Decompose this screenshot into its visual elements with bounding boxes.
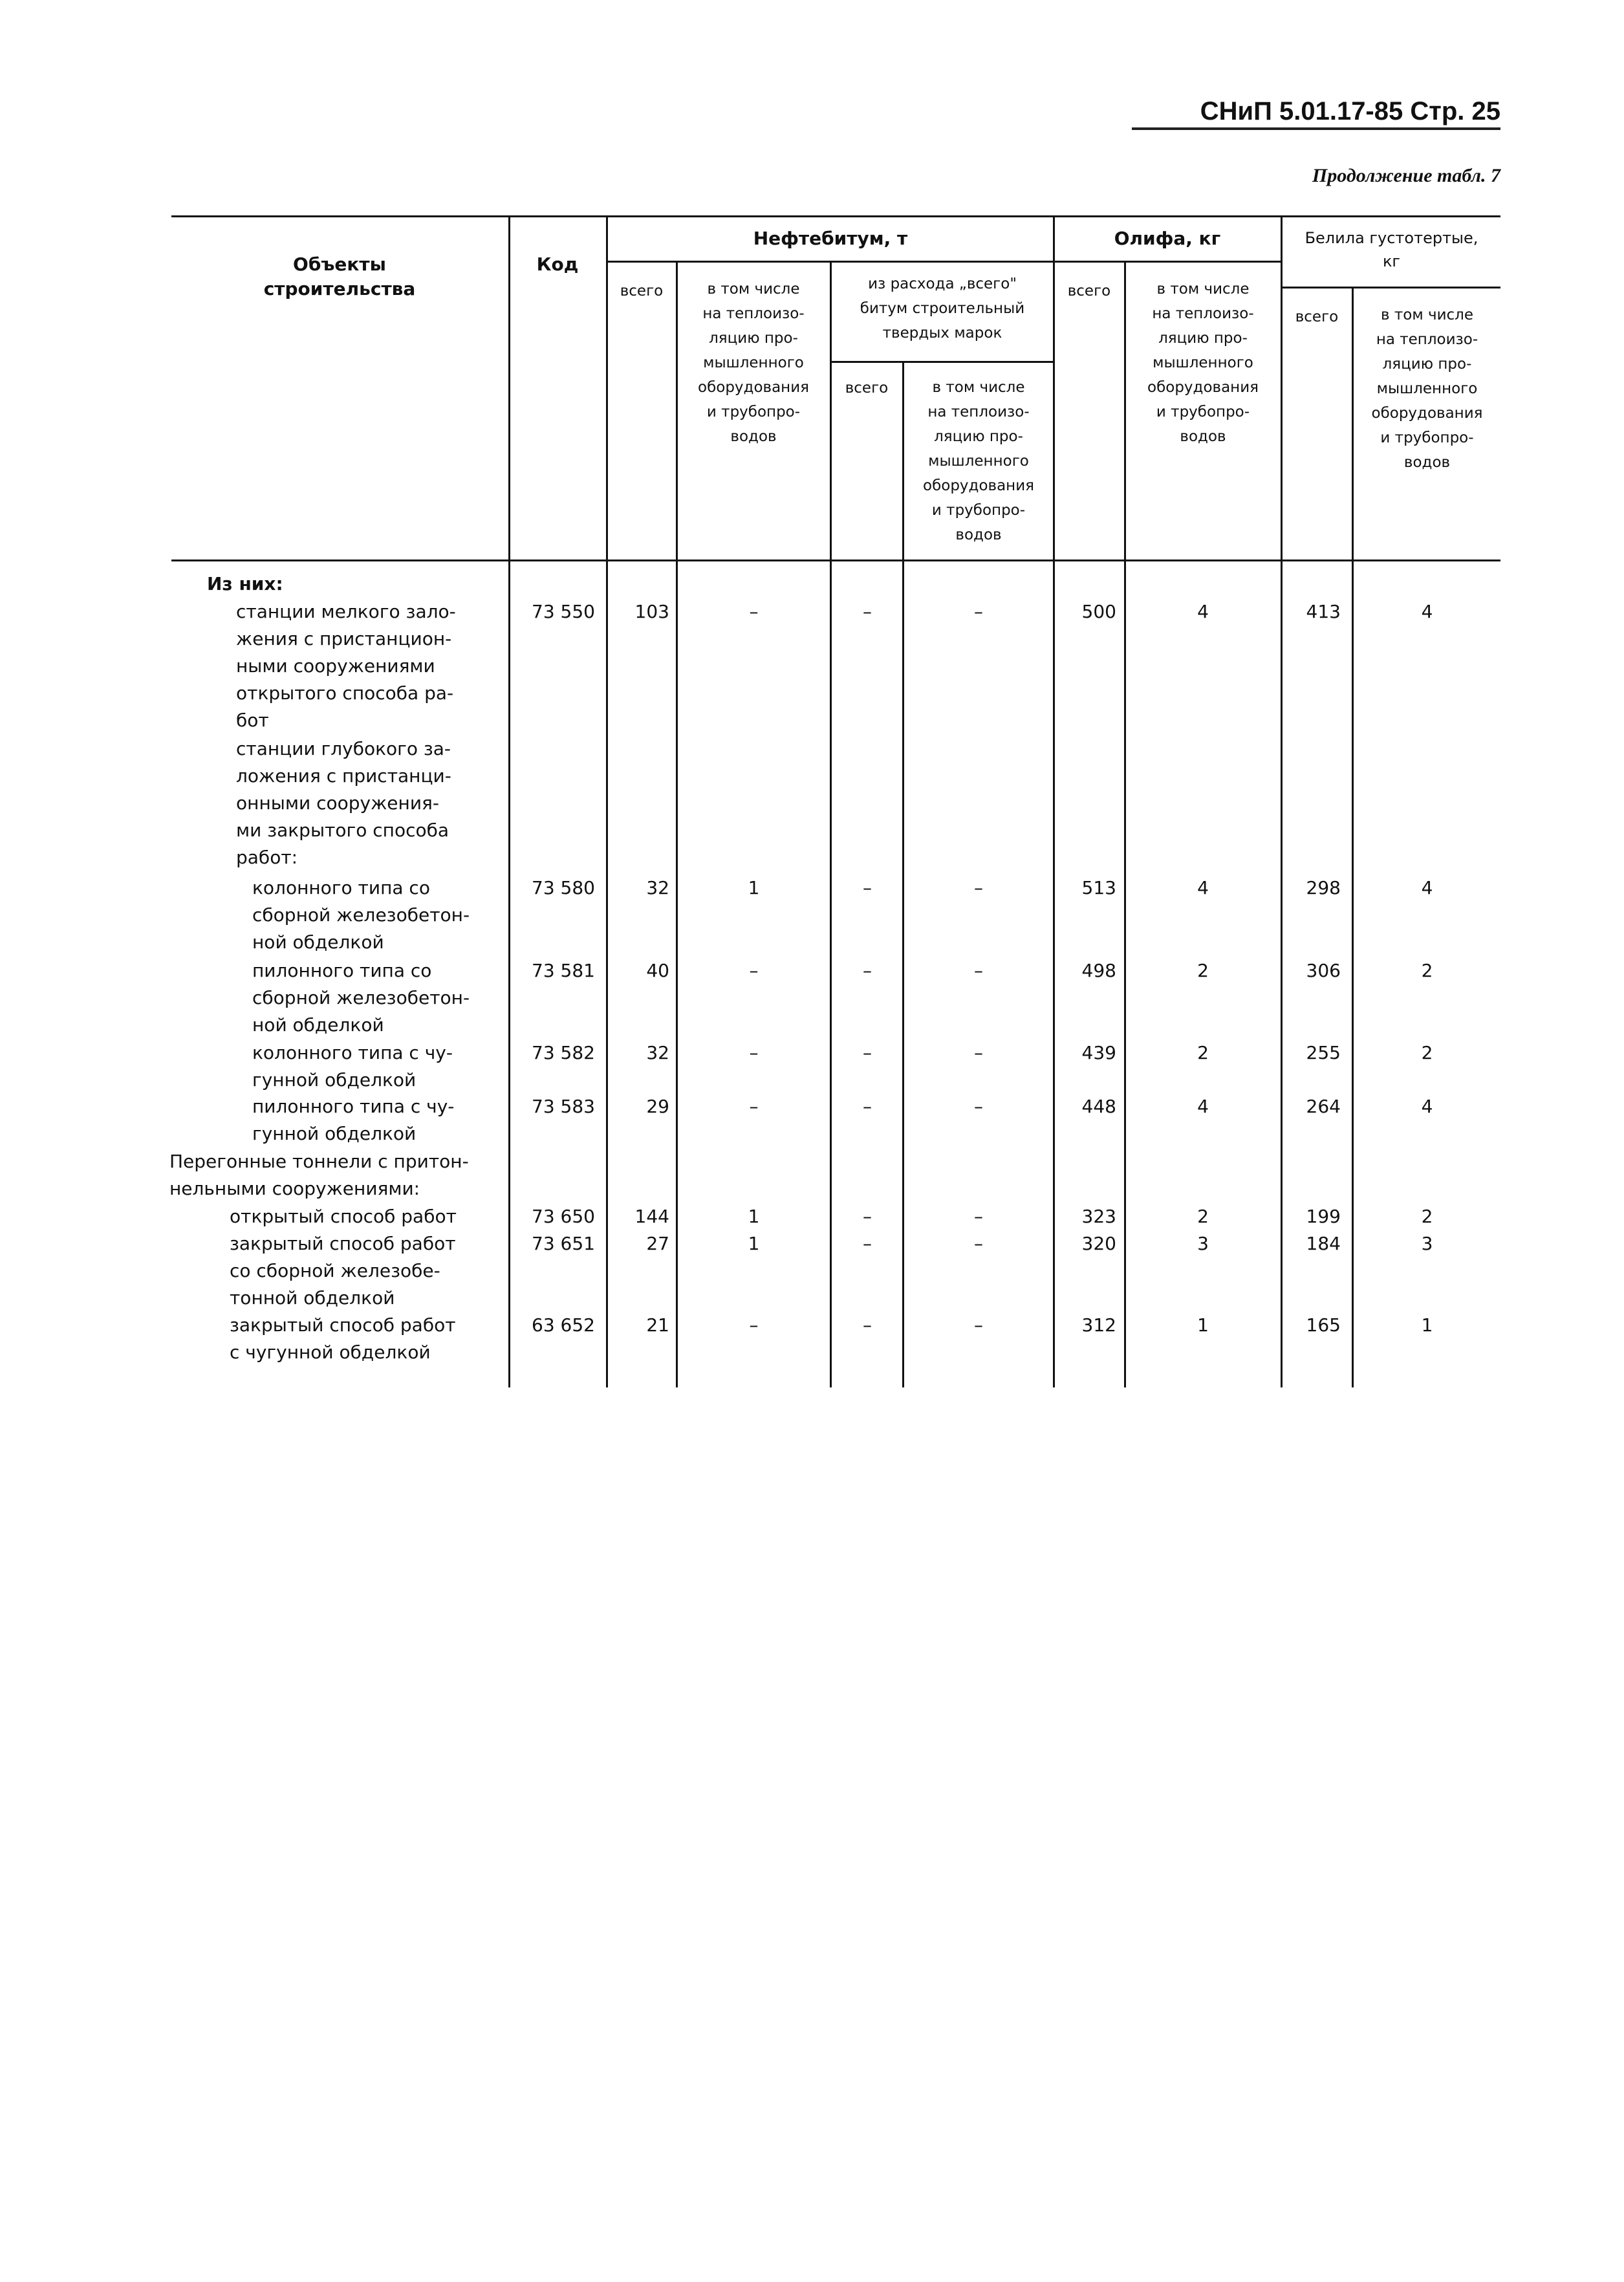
cell-belila-vtom: 1 (1421, 1314, 1433, 1336)
header-bitum-vsego: всего (845, 380, 889, 397)
cell-olifa-vsego: 312 (1081, 1314, 1116, 1336)
header-nb-vtom: в том числе на теплоизо- ляцию про- мышленного оборудования и трубопро- водов (698, 281, 809, 445)
cell-olifa-vsego: 500 (1081, 601, 1116, 622)
cell-belila-vtom: 4 (1421, 601, 1433, 622)
cell-olifa-vsego: 320 (1081, 1233, 1116, 1254)
cell-bitum-vtom: – (974, 1314, 983, 1336)
cell-olifa-vsego: 498 (1081, 960, 1116, 981)
row-label: колонного типа с чу- гунной обделкой (252, 1042, 453, 1091)
cell-olifa-vtom: 4 (1197, 877, 1209, 898)
header-belila: Белила густотертые, кг (1305, 229, 1478, 270)
row-label: станции мелкого зало- жения с пристанцион- ными сооружениями открытого способа ра- бот (236, 601, 456, 731)
cell-olifa-vsego: 323 (1081, 1206, 1116, 1227)
rule-neftebitum-sub (606, 261, 1281, 263)
header-bitum-strong: из расхода „всего" битум строительный твердых марок (860, 276, 1025, 342)
cell-bitum-vtom: – (974, 1233, 983, 1254)
cell-nb-vsego: 32 (646, 877, 669, 898)
row-label: Перегонные тоннели с притон- нельными сооружениями: (169, 1151, 469, 1199)
cell-olifa-vtom: 2 (1197, 960, 1209, 981)
header-olifa-vsego: всего (1067, 283, 1111, 299)
cell-olifa-vtom: 4 (1197, 601, 1209, 622)
cell-olifa-vtom: 2 (1197, 1042, 1209, 1063)
cell-bitum-vsego: – (863, 1233, 872, 1254)
cell-nb-vtom: 1 (748, 877, 760, 898)
header-olifa-vtom: в том числе на теплоизо- ляцию про- мышленного оборудования и трубопро- водов (1147, 281, 1259, 445)
cell-belila-vtom: 2 (1421, 960, 1433, 981)
header-neftebitum: Нефтебитум, т (753, 228, 908, 249)
header-belila-vsego: всего (1295, 309, 1339, 325)
row-code: 73 651 (532, 1233, 595, 1254)
cell-bitum-vsego: – (863, 1206, 872, 1227)
cell-nb-vtom: – (749, 960, 759, 981)
row-code: 73 550 (532, 601, 595, 622)
cell-belila-vtom: 2 (1421, 1042, 1433, 1063)
row-label: закрытый способ работ с чугунной обделкой (230, 1314, 456, 1363)
cell-belila-vsego: 255 (1306, 1042, 1341, 1063)
cell-belila-vsego: 264 (1306, 1096, 1341, 1117)
header-olifa: Олифа, кг (1114, 228, 1221, 249)
cell-olifa-vsego: 513 (1081, 877, 1116, 898)
cell-olifa-vsego: 439 (1081, 1042, 1116, 1063)
row-label: пилонного типа со сборной железобетон- ной обделкой (252, 960, 470, 1036)
cell-nb-vsego: 21 (646, 1314, 669, 1336)
cell-belila-vtom: 4 (1421, 1096, 1433, 1117)
cell-nb-vtom: 1 (748, 1206, 760, 1227)
row-label: Из них: (207, 573, 283, 594)
header-objects: Объекты строительства (263, 254, 416, 299)
row-label: открытый способ работ (230, 1206, 457, 1227)
cell-nb-vsego: 29 (646, 1096, 669, 1117)
cell-belila-vsego: 306 (1306, 960, 1341, 981)
cell-nb-vtom: 1 (748, 1233, 760, 1254)
cell-nb-vsego: 103 (634, 601, 669, 622)
cell-belila-vsego: 298 (1306, 877, 1341, 898)
row-code: 73 583 (532, 1096, 595, 1117)
cell-bitum-vsego: – (863, 960, 872, 981)
cell-bitum-vsego: – (863, 1096, 872, 1117)
cell-bitum-vtom: – (974, 960, 983, 981)
cell-olifa-vtom: 1 (1197, 1314, 1209, 1336)
cell-belila-vtom: 3 (1421, 1233, 1433, 1254)
cell-bitum-vsego: – (863, 1042, 872, 1063)
cell-belila-vsego: 199 (1306, 1206, 1341, 1227)
header-code: Код (536, 254, 579, 275)
cell-belila-vtom: 2 (1421, 1206, 1433, 1227)
cell-olifa-vtom: 3 (1197, 1233, 1209, 1254)
cell-olifa-vsego: 448 (1081, 1096, 1116, 1117)
cell-bitum-vtom: – (974, 1206, 983, 1227)
header-nb-vsego: всего (620, 283, 664, 299)
cell-nb-vtom: – (749, 1096, 759, 1117)
rule-belila-sub (1281, 287, 1500, 288)
cell-nb-vsego: 32 (646, 1042, 669, 1063)
row-code: 73 650 (532, 1206, 595, 1227)
cell-olifa-vtom: 2 (1197, 1206, 1209, 1227)
row-code: 73 581 (532, 960, 595, 981)
rule-top (171, 215, 1500, 217)
cell-belila-vsego: 413 (1306, 601, 1341, 622)
rule-header-bottom (171, 560, 1500, 561)
cell-bitum-vtom: – (974, 601, 983, 622)
table-continuation-label: Продолжение табл. 7 (1312, 165, 1500, 186)
cell-belila-vsego: 184 (1306, 1233, 1341, 1254)
cell-nb-vsego: 27 (646, 1233, 669, 1254)
cell-nb-vsego: 144 (634, 1206, 669, 1227)
cell-nb-vtom: – (749, 1042, 759, 1063)
cell-bitum-vsego: – (863, 1314, 872, 1336)
cell-bitum-vsego: – (863, 877, 872, 898)
header-belila-vtom: в том числе на теплоизо- ляцию про- мышленного оборудования и трубопро- водов (1371, 307, 1483, 471)
cell-nb-vsego: 40 (646, 960, 669, 981)
row-label: колонного типа со сборной железобетон- ной обделкой (252, 877, 470, 953)
header-bitum-vtom: в том числе на теплоизо- ляцию про- мышленного оборудования и трубопро- водов (923, 379, 1034, 543)
cell-bitum-vtom: – (974, 1042, 983, 1063)
rule-bitum-sub (830, 361, 1053, 363)
page-reference: СНиП 5.01.17-85 Стр. 25 (1132, 97, 1500, 130)
row-code: 73 582 (532, 1042, 595, 1063)
cell-bitum-vtom: – (974, 1096, 983, 1117)
cell-nb-vtom: – (749, 601, 759, 622)
cell-olifa-vtom: 4 (1197, 1096, 1209, 1117)
cell-belila-vtom: 4 (1421, 877, 1433, 898)
row-label: станции глубокого за- ложения с пристанци- онными сооружения- ми закрытого способа работ: (236, 738, 451, 868)
cell-nb-vtom: – (749, 1314, 759, 1336)
cell-bitum-vtom: – (974, 877, 983, 898)
row-label: закрытый способ работ со сборной железобе- тонной обделкой (230, 1233, 456, 1309)
col-divider-code (508, 215, 510, 1387)
cell-belila-vsego: 165 (1306, 1314, 1341, 1336)
row-code: 73 580 (532, 877, 595, 898)
cell-bitum-vsego: – (863, 601, 872, 622)
row-code: 63 652 (532, 1314, 595, 1336)
row-label: пилонного типа с чу- гунной обделкой (252, 1096, 455, 1144)
